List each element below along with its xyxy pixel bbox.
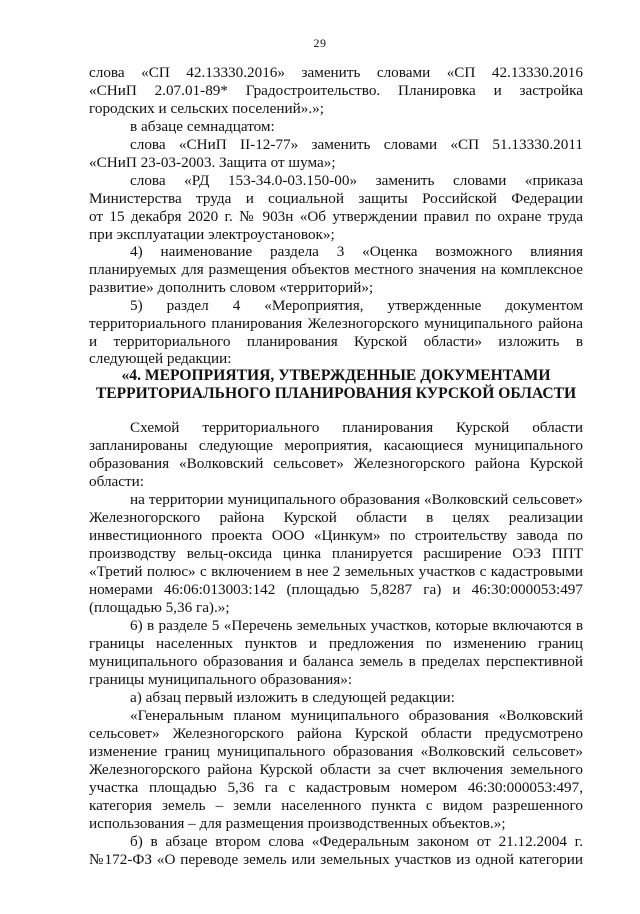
text-line: в абзаце семнадцатом: bbox=[130, 118, 275, 135]
text-line: следующей редакции: bbox=[89, 350, 232, 367]
text-line: сельсовет» Железногорского района Курской области предусмотрено bbox=[89, 725, 583, 742]
text-line: №172-ФЗ «О переводе земель или земельных участков из одной категории bbox=[89, 851, 583, 868]
text-line: слова «СП 42.13330.2016» заменить словами «СП 42.13330.2016 bbox=[89, 64, 583, 81]
text-line: «СНиП 2.07.01-89* Градостроительство. Планировка и застройка bbox=[89, 82, 583, 99]
text-line: области: bbox=[89, 473, 144, 490]
text-line: развитие» дополнить словом «территорий»; bbox=[89, 279, 374, 296]
text-line: участка площадью 5,36 га с кадастровым номером 46:30:000053:497, bbox=[89, 779, 583, 796]
text-line: запланированы следующие мероприятия, касающиеся муниципального bbox=[89, 437, 583, 454]
text-line: номерами 46:06:013003:142 (площадью 5,8287 га) и 46:30:000053:497 bbox=[89, 581, 583, 598]
text-line: при эксплуатации электроустановок»; bbox=[89, 226, 335, 243]
text-line: «СНиП 23-03-2003. Защита от шума»; bbox=[89, 154, 336, 171]
section-heading: «4. МЕРОПРИЯТИЯ, УТВЕРЖДЕННЫЕ ДОКУМЕНТАМИ bbox=[121, 367, 551, 384]
text-line: на территории муниципального образования «Волковский сельсовет» bbox=[130, 491, 583, 508]
text-line: 5) раздел 4 «Мероприятия, утвержденные документом bbox=[130, 297, 583, 314]
text-line: 4) наименование раздела 3 «Оценка возможного влияния bbox=[130, 243, 583, 260]
text-line: от 15 декабря 2020 г. № 903н «Об утверждении правил по охране труда bbox=[89, 208, 583, 225]
text-line: «Генеральным планом муниципального образования «Волковский bbox=[130, 707, 583, 724]
text-line: муниципального образования и баланса земель в пределах перспективной bbox=[89, 653, 583, 670]
text-line: и территориального планирования Курской области» изложить в bbox=[89, 333, 583, 350]
text-line: Схемой территориального планирования Курской области bbox=[130, 419, 583, 436]
text-line: городских и сельских поселений».»; bbox=[89, 100, 324, 117]
text-line: слова «РД 153-34.0-03.150-00» заменить словами «приказа bbox=[130, 172, 583, 189]
text-line: территориального планирования Железногорского муниципального района bbox=[89, 315, 583, 332]
text-line: границы населенных пунктов и предложения по изменению границ bbox=[89, 635, 583, 652]
text-line: Министерства труда и социальной защиты Российской Федерации bbox=[89, 190, 583, 207]
text-line: категория земель – земли населенного пункта с видом разрешенного bbox=[89, 797, 583, 814]
text-line: границы муниципального образования»: bbox=[89, 671, 353, 688]
text-line: Железногорского района Курской области за счет включения земельного bbox=[89, 761, 583, 778]
page-number: 29 bbox=[313, 36, 327, 50]
section-heading: ТЕРРИТОРИАЛЬНОГО ПЛАНИРОВАНИЯ КУРСКОЙ ОБЛАСТИ bbox=[95, 385, 577, 402]
text-line: б) в абзаце втором слова «Федеральным законом от 21.12.2004 г. bbox=[130, 833, 583, 850]
text-line: инвестиционного проекта ООО «Цинкум» по строительству завода по bbox=[89, 527, 583, 544]
text-line: «Третий полюс» с включением в нее 2 земельных участков с кадастровыми bbox=[89, 563, 583, 580]
text-line: образования «Волковский сельсовет» Железногорского района Курской bbox=[89, 455, 583, 472]
text-line: изменение границ муниципального образования «Волковский сельсовет» bbox=[89, 743, 583, 760]
text-line: (площадью 5,36 га).»; bbox=[89, 599, 230, 616]
text-line: слова «СНиП II-12-77» заменить словами «СП 51.13330.2011 bbox=[130, 136, 583, 153]
text-line: 6) в разделе 5 «Перечень земельных участков, которые включаются в bbox=[130, 617, 583, 634]
text-line: а) абзац первый изложить в следующей редакции: bbox=[130, 689, 455, 706]
text-line: производству вельц-оксида цинка планируется расширение ОЭЗ ППТ bbox=[89, 545, 583, 562]
text-line: использования – для размещения производственных объектов.»; bbox=[89, 815, 506, 832]
text-line: планируемых для размещения объектов местного значения на комплексное bbox=[89, 261, 583, 278]
text-line: Железногорского района Курской области в целях реализации bbox=[89, 509, 583, 526]
